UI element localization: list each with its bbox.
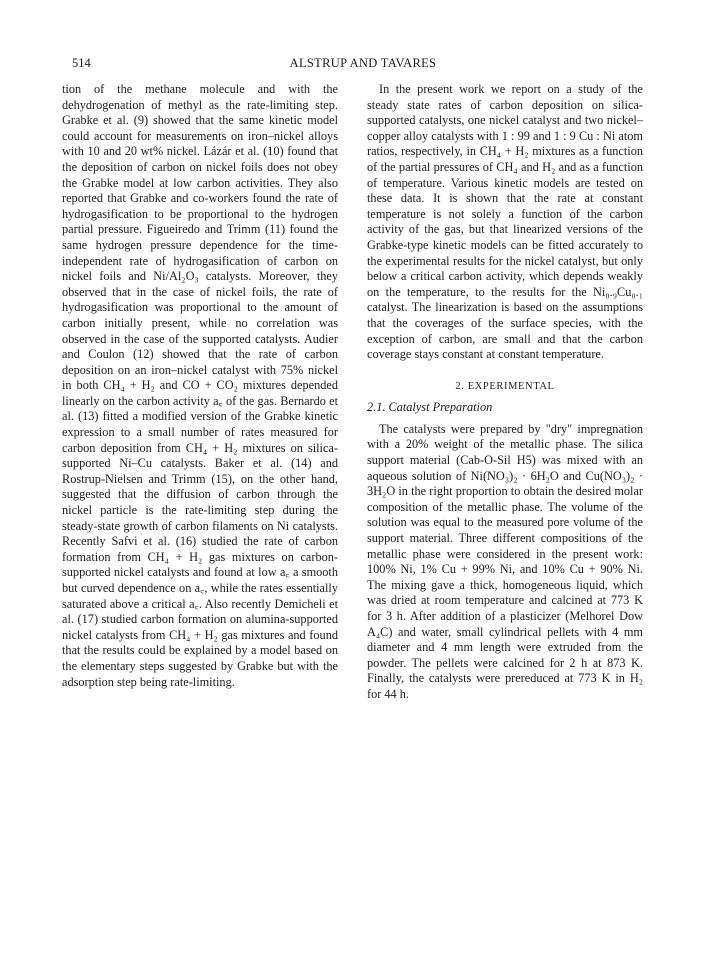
catalyst-preparation-paragraph: The catalysts were prepared by "dry" impregnation with a 20% weight of the metallic phase. The silica support material (Cab-O-Sil H5) was mixed with an aqueous solution of Ni(NO₃)₂ · 6H₂O and Cu(NO₃)₂ · 3H₂O in the right proportion to obtain the desired molar composition of the metallic phase. The volume of the solution was equal to the measured pore volume of the support material. Three different compositions of the metallic phase were considered in the present work: 100% Ni, 1% Cu + 99% Ni, and 10% Cu + 90% Ni. The mixing gave a thick, homogeneous liquid, which was dried at room temperature and calcined at 773 K for 3 h. After addition of a plasticizer (Melhorel Dow A₄C) and water, small cylindrical pellets with 4 mm diameter and 4 mm length were extruded from the powder. The pellets were calcined for 2 h at 873 K. Finally, the catalysts were prereduced at 773 K in H₂ for 44 h. xyxy=(367,421,643,701)
left-column xyxy=(62,82,338,690)
left-column-paragraph: tion of the methane molecule and with the dehydrogenation of methyl as the rate-limiting step. Grabke et al. (9) showed that the same kinetic model could account for measurements on iron–nickel alloys with 10 and 20 wt% nickel. Lázár et al. (10) found that the deposition of carbon on nickel foils does not obey the Grabke model at low carbon activities. They also reported that Grabke and co-workers found the rate of hydrogasification to be proportional to the hydrogen partial pressure. Figueiredo and Trimm (11) found the same hydrogen pressure dependence for the time-independent rate of hydrogasification of carbon on nickel foils and Ni/Al₂O₃ catalysts. Moreover, they observed that in the case of nickel foils, the rate of hydrogasification was proportional to the amount of carbon initially present, while no correlation was observed in the case of the supported catalysts. Audier and Coulon (12) showed that the rate of carbon deposition on an iron–nickel catalyst with 75% nickel in both CH₄ + H₂ and CO + CO₂ mixtures depended linearly on the carbon activity a꜀ of the gas. Bernardo et al. (13) fitted a modified version of the Grabke kinetic expression to a small number of rates measured for carbon deposition from CH₄ + H₂ mixtures on silica-supported Ni–Cu catalysts. Baker et al. (14) and Rostrup-Nielsen and Trimm (15), on the other hand, suggested that the diffusion of carbon through the nickel particle is the rate-limiting step during the steady-state growth of carbon filaments on Ni catalysts. Recently Safvi et al. (16) studied the rate of carbon formation from CH₄ + H₂ gas mixtures on carbon-supported nickel catalysts and found at low a꜀ a smooth but curved dependence on a꜀, while the rates essentially saturated above a critical a꜀. Also recently Demicheli et al. (17) studied carbon formation on alumina-supported nickel catalysts from CH₄ + H₂ gas mixtures and found that the results could be explained by a model based on the elementary steps suggested by Grabke but with the adsorption step being rate-limiting. xyxy=(62,82,338,689)
subsection-heading: 2.1. Catalyst Preparation xyxy=(367,400,493,415)
page-number: 514 xyxy=(72,56,91,70)
intro-paragraph: In the present work we report on a study of the steady state rates of carbon deposition on silica-supported catalysts, one nickel catalyst and two nickel–copper alloy catalysts with 1 : 99 and 1 : 9 Cu : Ni atom ratios, respectively, in CH₄ + H₂ mixtures as a function of the partial pressures of CH₄ and H₂ and as a function of temperature. Various kinetic models are tested on these data. It is shown that the rate at constant temperature is not solely a function of the carbon activity of the gas, but that linearized versions of the Grabke-type kinetic models can be fitted accurately to the experimental results for the nickel catalyst, but only below a critical carbon activity, which depends weakly on the temperature, to the results for the Ni₀.₉Cu₀.₁ catalyst. The linearization is based on the assumptions that the coverages of the surface species, with the exception of carbon, are small and that the carbon coverage stays constant at constant temperature. xyxy=(367,82,643,362)
right-column xyxy=(367,82,643,703)
section-heading: 2. EXPERIMENTAL xyxy=(455,380,555,392)
page-header xyxy=(72,56,654,72)
running-head: ALSTRUP AND TAVARES xyxy=(289,56,437,70)
